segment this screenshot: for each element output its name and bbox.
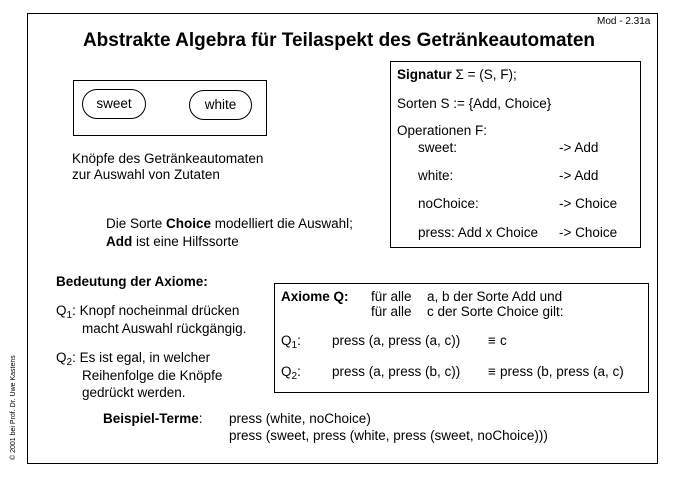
axioms-forall-2: für alle	[371, 304, 412, 319]
page-title: Abstrakte Algebra für Teilaspekt des Getränkeautomaten	[82, 30, 596, 51]
meaning-q2-line1: $Q_2$: Es ist egal, in welcher	[56, 350, 211, 368]
axiom-q2-lhs: press (a, press (b, c))	[332, 364, 461, 379]
axiom-q2-equiv: ≡	[488, 364, 496, 379]
sort-note-line2: Add ist eine Hilfssorte	[106, 234, 239, 249]
axioms-heading: Axiome Q:	[281, 289, 349, 304]
signature-sorts: Sorten S := {Add, Choice}	[397, 96, 552, 111]
white-button[interactable]: white	[189, 90, 252, 120]
axiom-q1-equiv: ≡	[488, 333, 496, 348]
buttons-caption-line1: Knöpfe des Getränkeautomaten	[72, 151, 264, 166]
axiom-q1-label: $Q_1$:	[281, 333, 301, 351]
operation-result: -> Choice	[559, 225, 618, 240]
sort-note-line1: Die Sorte Choice modelliert die Auswahl;	[106, 216, 353, 231]
example-term-1: press (white, noChoice)	[229, 411, 371, 426]
operation-name: white:	[418, 168, 454, 183]
buttons-caption-line2: zur Auswahl von Zutaten	[72, 167, 220, 182]
axiom-q2-rhs: press (b, press (a, c)	[500, 364, 624, 379]
sweet-button[interactable]: sweet	[82, 89, 146, 119]
axioms-quantifier-2: c der Sorte Choice gilt:	[427, 304, 564, 319]
meaning-q2-line2: Reihenfolge die Knöpfe	[82, 368, 223, 383]
meaning-q1-line1: $Q_1$: Knopf nocheinmal drücken	[56, 303, 240, 321]
examples-label: Beispiel-Terme:	[103, 411, 203, 426]
operation-name: press: Add x Choice	[418, 225, 539, 240]
meaning-q1-line2: macht Auswahl rückgängig.	[82, 321, 247, 336]
operation-result: -> Add	[559, 140, 599, 155]
copyright-notice: © 2001 bei Prof. Dr. Uwe Kastens	[10, 355, 17, 460]
axioms-quantifier-1: a, b der Sorte Add und	[427, 289, 563, 304]
operation-result: -> Choice	[559, 196, 618, 211]
operation-result: -> Add	[559, 168, 599, 183]
axiom-q2-label: $Q_2$:	[281, 364, 301, 382]
operation-name: noChoice:	[418, 196, 479, 211]
operation-name: sweet:	[418, 140, 458, 155]
meaning-heading: Bedeutung der Axiome:	[56, 274, 208, 289]
example-term-2: press (sweet, press (white, press (sweet, noChoice)))	[229, 428, 548, 443]
slide-id: Mod - 2.31a	[597, 16, 651, 27]
meaning-q2-line3: gedrückt werden.	[82, 385, 186, 400]
axioms-forall-1: für alle	[371, 289, 412, 304]
axiom-q1-rhs: c	[500, 333, 507, 348]
operations-heading: Operationen F:	[397, 123, 488, 138]
signature-heading: Signatur Σ = (S, F);	[397, 67, 517, 82]
axiom-q1-lhs: press (a, press (a, c))	[332, 333, 461, 348]
